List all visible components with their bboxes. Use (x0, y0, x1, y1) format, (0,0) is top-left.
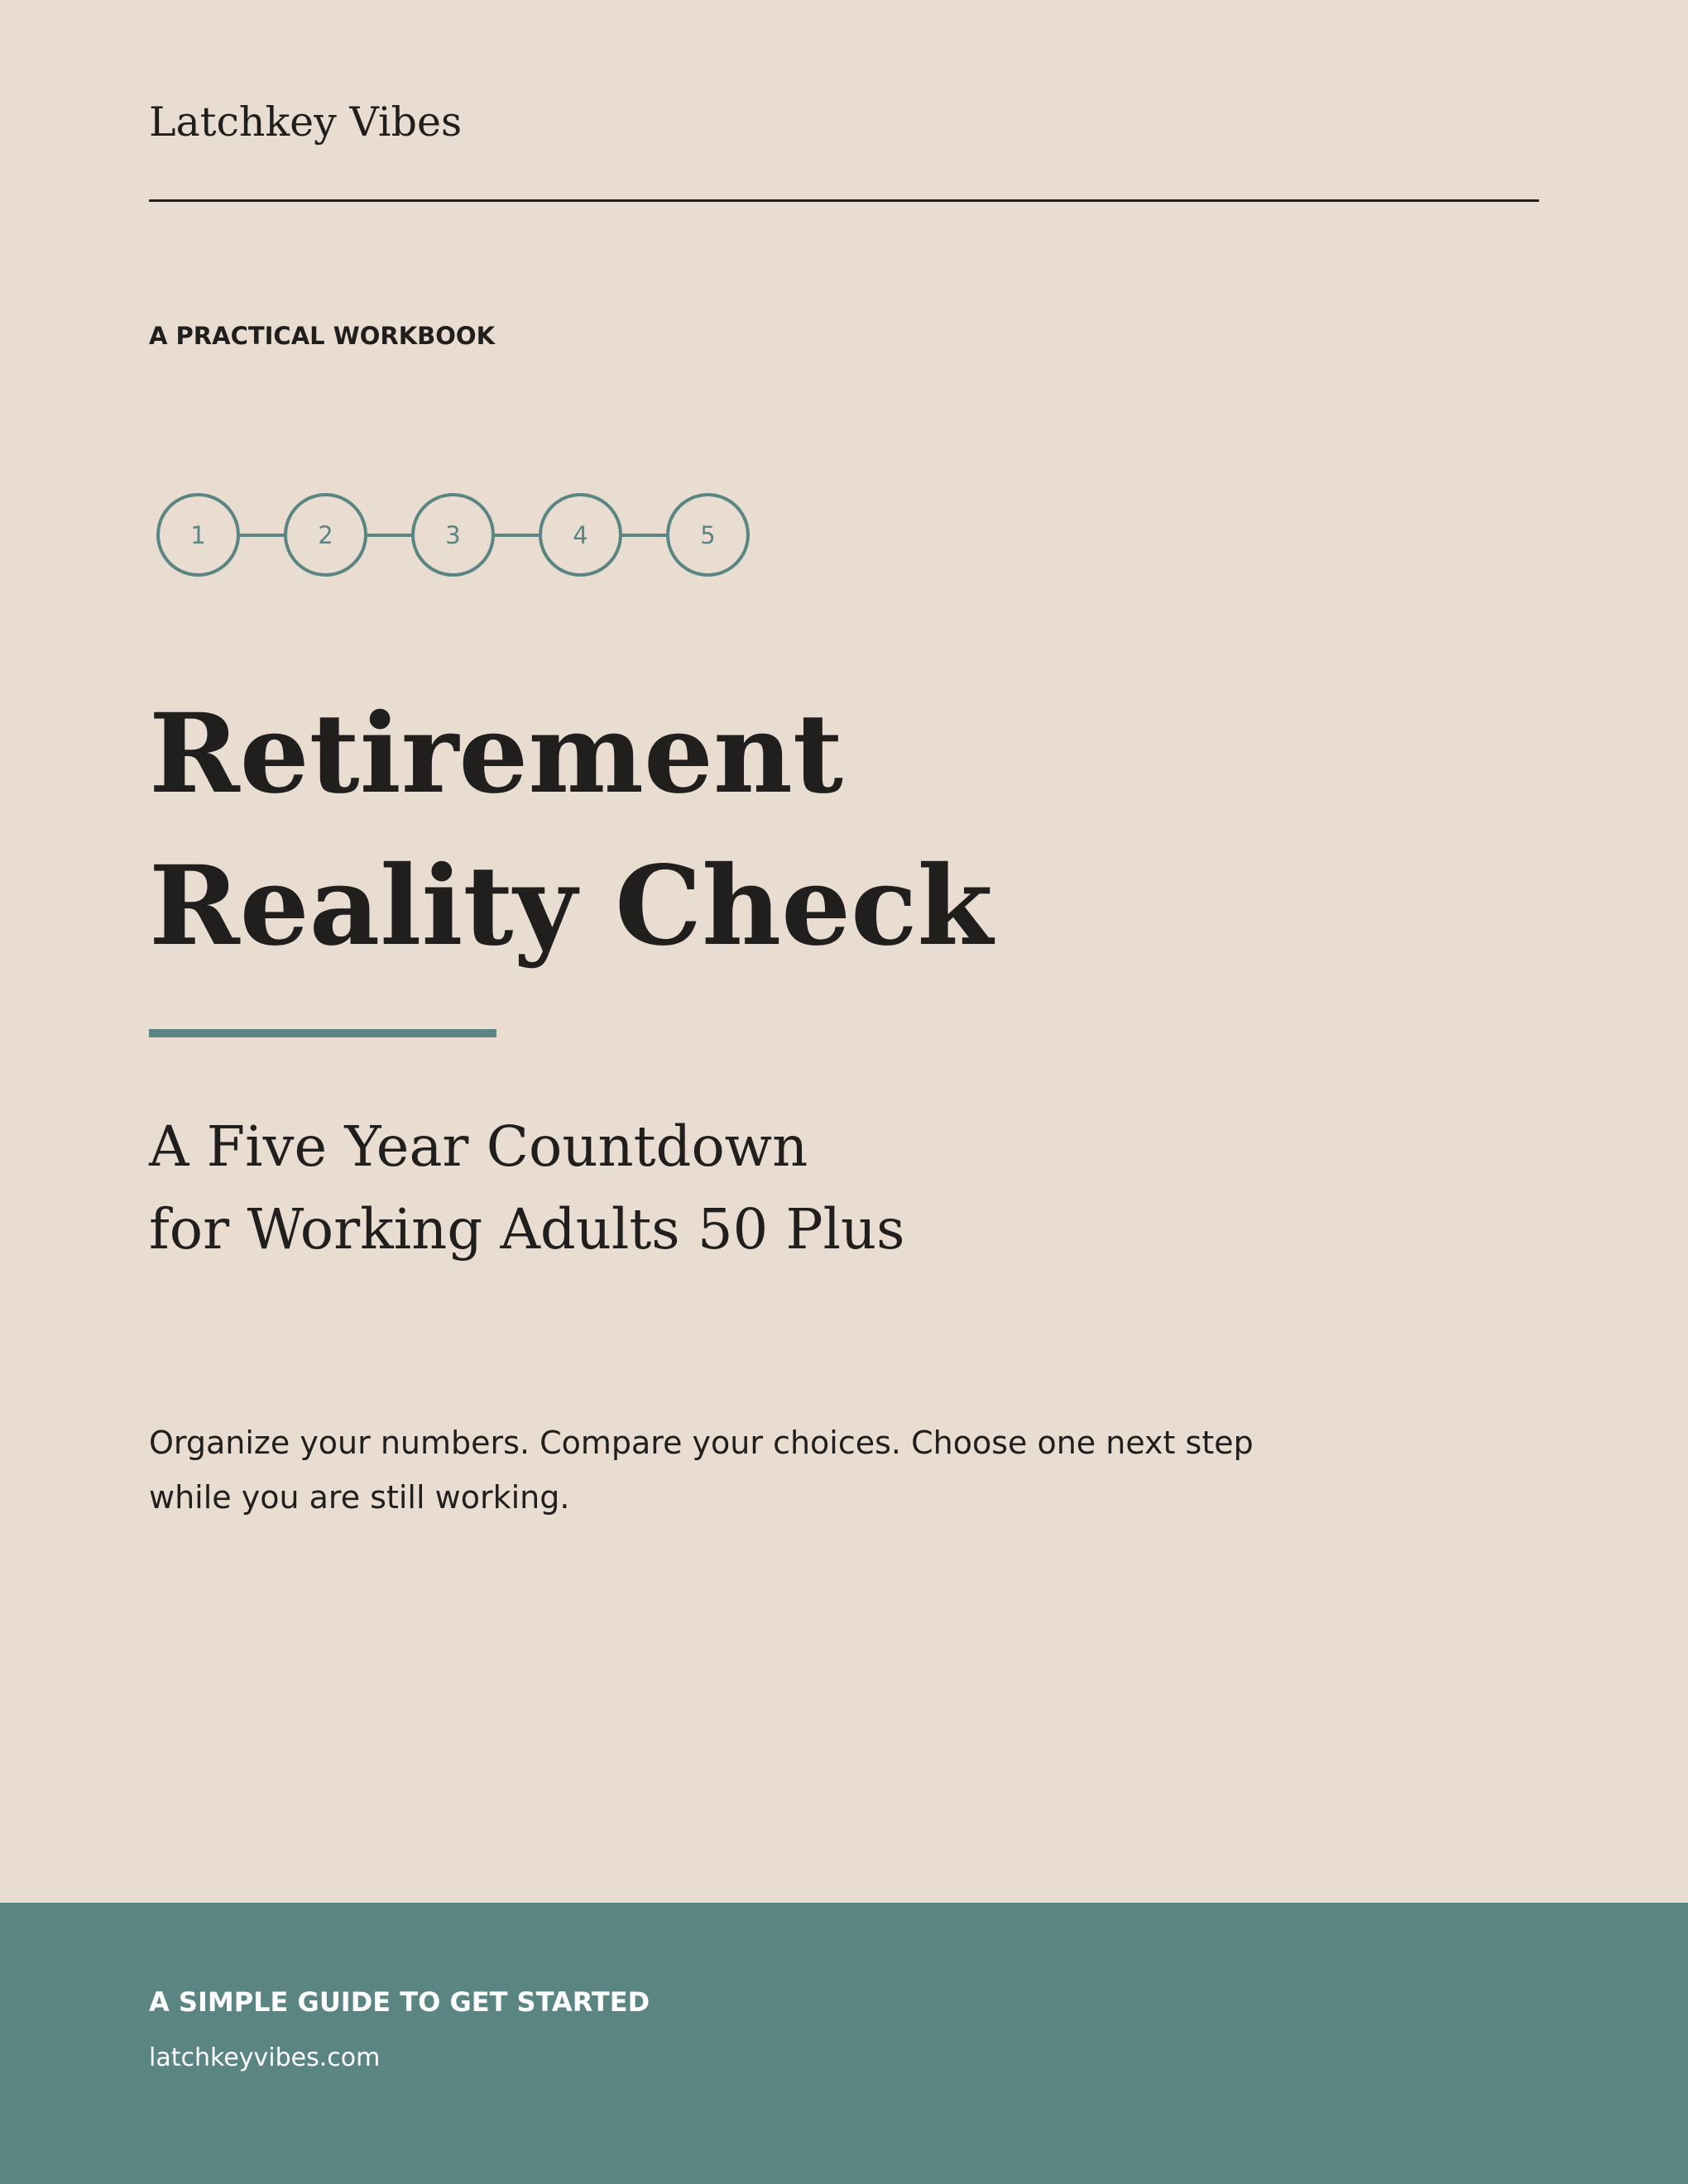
page-title (149, 678, 993, 983)
step-circle-3: 3 (411, 493, 495, 577)
step-indicator (156, 493, 750, 577)
blurb-line-2: while you are still working. (149, 1479, 570, 1516)
subtitle-line-2: for Working Adults 50 Plus (149, 1197, 905, 1262)
step-connector (240, 534, 284, 537)
subtitle (149, 1105, 905, 1271)
subtitle-line-1: A Five Year Countdown (149, 1114, 808, 1179)
eyebrow-label: A PRACTICAL WORKBOOK (149, 322, 496, 350)
footer-url: latchkeyvibes.com (149, 2043, 381, 2072)
title-accent-bar (149, 1029, 496, 1037)
brand-name: Latchkey Vibes (149, 98, 463, 146)
step-connector (622, 534, 666, 537)
blurb-line-1: Organize your numbers. Compare your choices. Choose one next step (149, 1425, 1254, 1461)
title-line-1: Retirement (149, 690, 843, 818)
title-line-2: Reality Check (149, 842, 993, 970)
step-circle-5: 5 (666, 493, 750, 577)
step-circle-1: 1 (156, 493, 240, 577)
step-circle-4: 4 (539, 493, 622, 577)
step-circle-2: 2 (284, 493, 367, 577)
step-connector (495, 534, 539, 537)
brand-divider (149, 199, 1539, 202)
intro-blurb (149, 1415, 1254, 1525)
footer-tagline: A SIMPLE GUIDE TO GET STARTED (149, 1986, 650, 2018)
step-connector (367, 534, 411, 537)
footer-band (0, 1903, 1688, 2184)
